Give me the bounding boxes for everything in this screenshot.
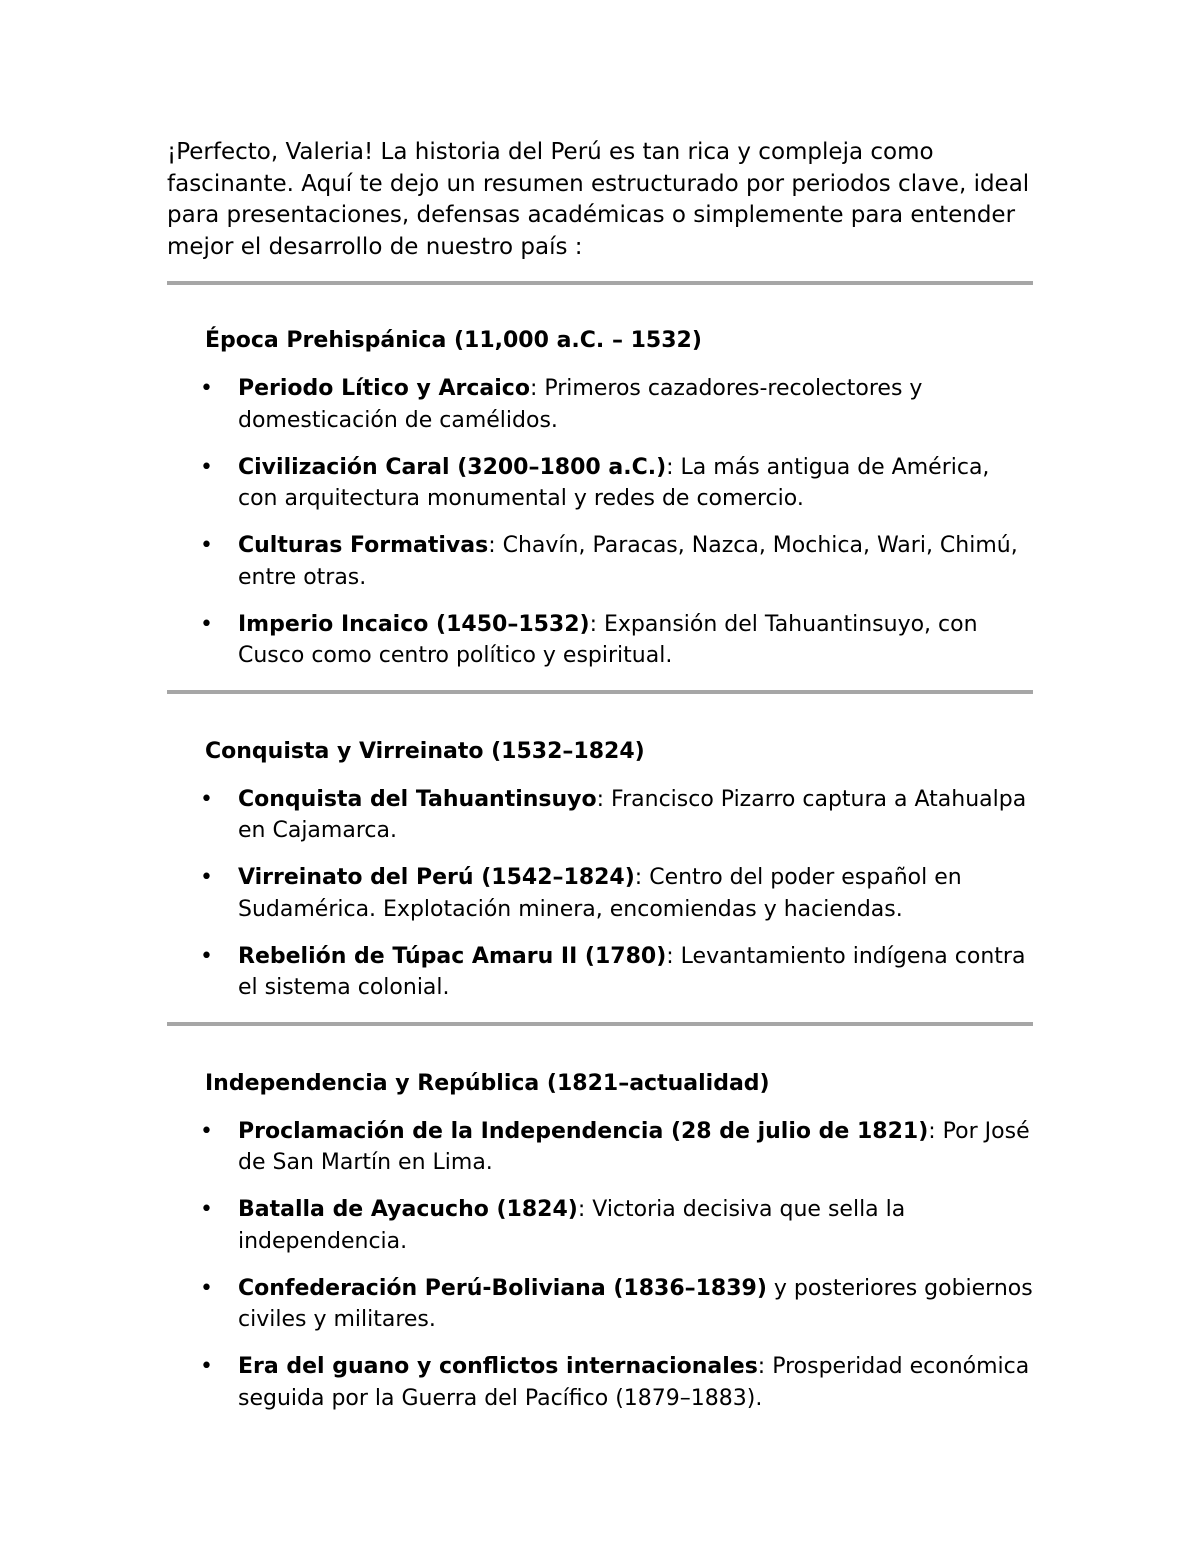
intro-paragraph: ¡Perfecto, Valeria! La historia del Perú es tan rica y compleja como fascinante. Aquí te dejo un resumen estructurado por periodos clave, ideal para presentaciones, defensas académicas o simplemente para entender mejor el desarrollo de nuestro país :: [167, 139, 1030, 260]
item-text: : Victoria decisiva que sella la independencia.: [238, 1197, 906, 1254]
item-heading: Conquista del Tahuantinsuyo: [238, 786, 597, 812]
list-item: [200, 452, 1033, 515]
item-heading: Era del guano y conflictos internacionales: [238, 1354, 758, 1379]
bullet-icon: •: [200, 533, 213, 558]
list-item: [200, 862, 1033, 925]
bullet-icon: •: [200, 611, 213, 637]
list-item: [200, 373, 1033, 436]
list-item: [200, 530, 1033, 593]
section-divider: [167, 690, 1033, 694]
item-heading: Virreinato del Perú (1542–1824): [238, 865, 635, 890]
section-divider: [167, 281, 1033, 285]
list-item: [200, 1116, 1033, 1179]
list-item: [200, 1194, 1033, 1257]
bullet-icon: •: [200, 1354, 213, 1379]
item-heading: Proclamación de la Independencia (28 de julio de 1821): [238, 1118, 929, 1144]
section-list-conquest: [167, 784, 1033, 1004]
bullet-icon: •: [200, 454, 213, 480]
item-heading: Periodo Lítico y Arcaico: [238, 376, 530, 401]
item-text: : Expansión del Tahuantinsuyo, con Cusco como centro político y espiritual.: [238, 611, 978, 668]
item-text: y posteriores gobiernos civiles y militares.: [238, 1275, 1033, 1332]
section-list-independence: [167, 1116, 1033, 1415]
list-item: [200, 941, 1033, 1004]
item-text: : Primeros cazadores-recolectores y domesticación de camélidos.: [238, 376, 923, 433]
item-text: : La más antigua de América, con arquitectura monumental y redes de comercio.: [238, 454, 990, 511]
item-text: : Levantamiento indígena contra el sistema colonial.: [238, 943, 1026, 1000]
bullet-icon: •: [200, 786, 213, 812]
section-title-prehispanic: Época Prehispánica (11,000 a.C. – 1532): [205, 328, 702, 353]
bullet-icon: •: [200, 865, 213, 890]
bullet-icon: •: [200, 1275, 213, 1301]
item-heading: Imperio Incaico (1450–1532): [238, 611, 590, 637]
section-divider: [167, 1022, 1033, 1026]
item-text: : Prosperidad económica seguida por la Guerra del Pacífico (1879–1883).: [238, 1354, 1030, 1411]
list-item: [200, 1273, 1033, 1336]
bullet-icon: •: [200, 943, 213, 969]
item-text: : Por José de San Martín en Lima.: [238, 1118, 1030, 1175]
bullet-icon: •: [200, 376, 213, 401]
item-heading: Batalla de Ayacucho (1824): [238, 1197, 578, 1222]
item-heading: Civilización Caral (3200–1800 a.C.): [238, 454, 667, 480]
item-text: : Centro del poder español en Sudamérica. Explotación minera, encomiendas y haciendas.: [238, 865, 962, 922]
bullet-icon: •: [200, 1118, 213, 1144]
list-item: [200, 1351, 1033, 1414]
list-item: [200, 784, 1033, 847]
document-page: [167, 137, 1033, 1414]
item-heading: Culturas Formativas: [238, 533, 489, 558]
list-item: [200, 609, 1033, 672]
item-heading: Confederación Perú-Boliviana (1836–1839): [238, 1275, 767, 1301]
item-text: : Chavín, Paracas, Nazca, Mochica, Wari, Chimú, entre otras.: [238, 533, 1018, 590]
section-list-prehispanic: [167, 373, 1033, 672]
section-title-independence: Independencia y República (1821–actualidad): [205, 1070, 770, 1096]
item-heading: Rebelión de Túpac Amaru II (1780): [238, 943, 667, 969]
item-text: : Francisco Pizarro captura a Atahualpa en Cajamarca.: [238, 786, 1027, 843]
bullet-icon: •: [200, 1197, 213, 1222]
section-title-conquest: Conquista y Virreinato (1532–1824): [205, 738, 645, 764]
